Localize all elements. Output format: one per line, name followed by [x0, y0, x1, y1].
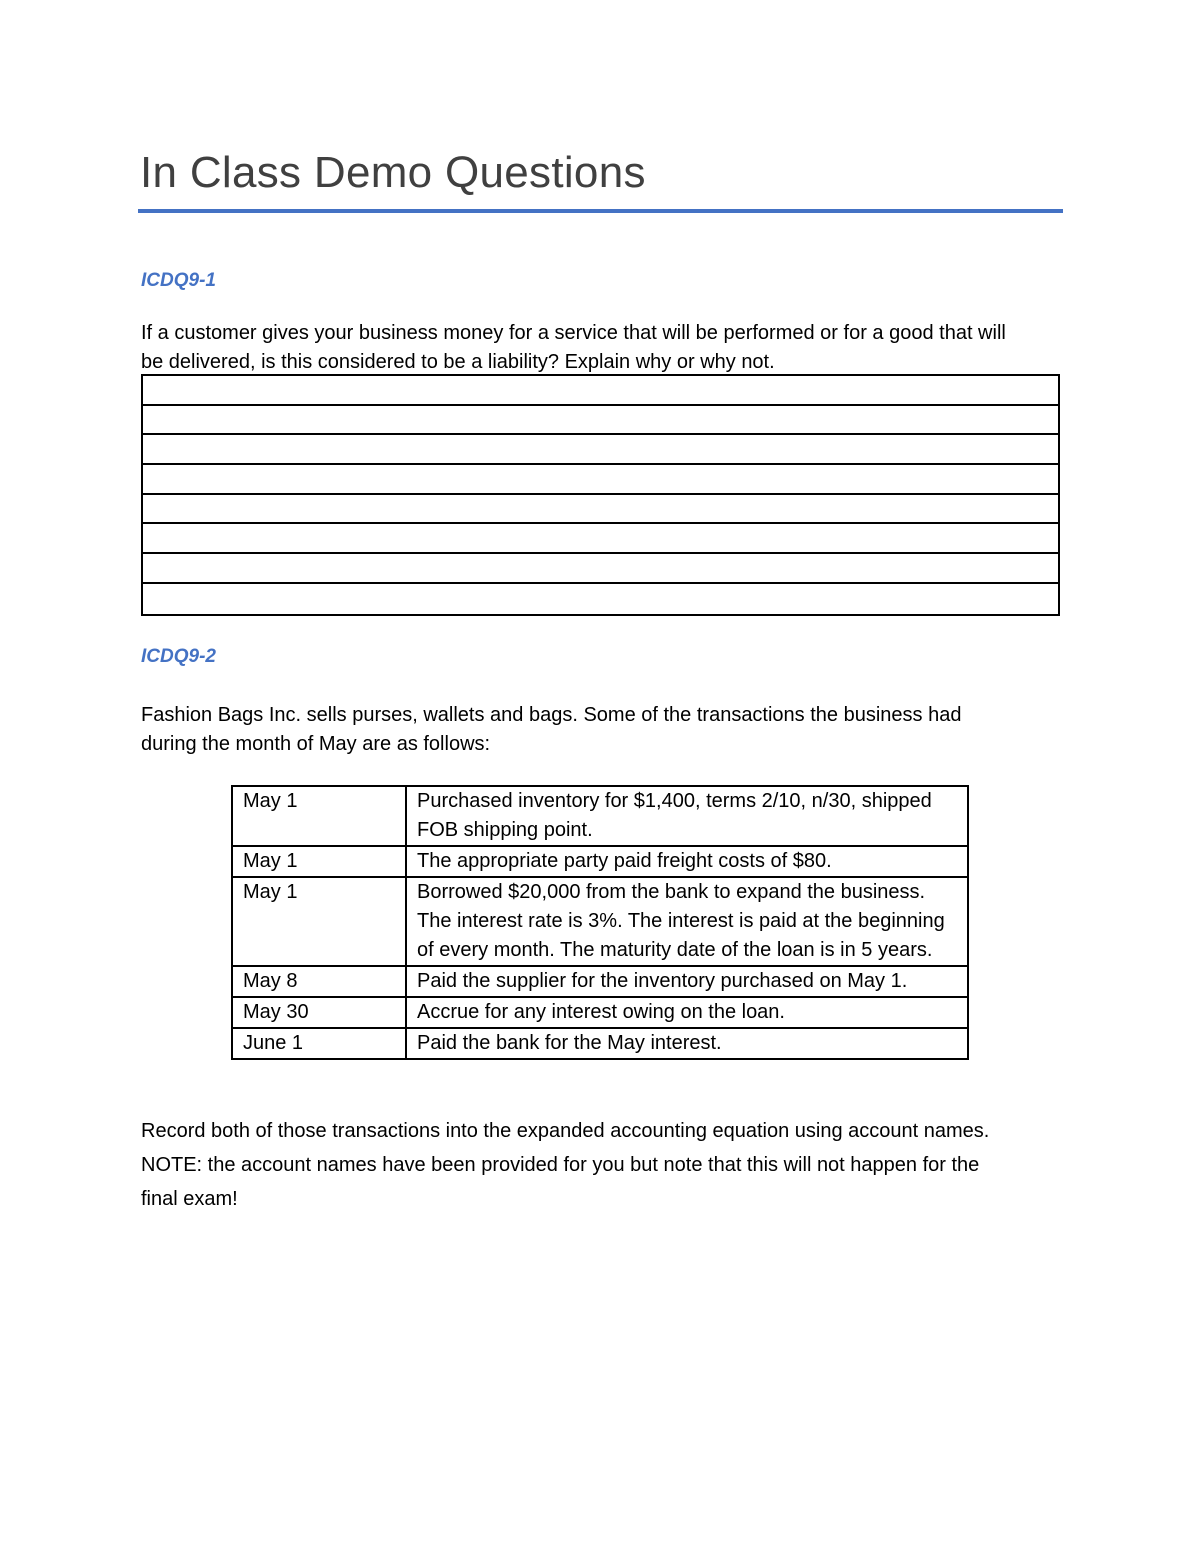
table-row [232, 1028, 968, 1059]
transaction-description: The appropriate party paid freight costs of $80. [406, 846, 968, 877]
transaction-date: May 8 [232, 966, 406, 997]
question-1-text: If a customer gives your business money for a service that will be performed or for a good that will be delivered, is this considered to be a liability? Explain why or why not. [141, 322, 1006, 373]
question-2-intro: Fashion Bags Inc. sells purses, wallets and bags. Some of the transactions the business had during the month of May are as follows: [141, 704, 962, 755]
transaction-date: May 1 [232, 877, 406, 966]
answer-line[interactable] [143, 495, 1058, 525]
question-2-heading: ICDQ9-2 [141, 646, 216, 667]
answer-line[interactable] [143, 465, 1058, 495]
answer-line[interactable] [143, 584, 1058, 614]
transaction-date: May 30 [232, 997, 406, 1028]
table-row [232, 846, 968, 877]
question-1-heading: ICDQ9-1 [141, 270, 216, 291]
transactions-table [231, 785, 969, 1060]
table-row [232, 877, 968, 966]
answer-line[interactable] [143, 524, 1058, 554]
transaction-description: Accrue for any interest owing on the loan. [406, 997, 968, 1028]
transaction-date: May 1 [232, 846, 406, 877]
answer-line[interactable] [143, 376, 1058, 406]
table-row [232, 966, 968, 997]
answer-line[interactable] [143, 406, 1058, 436]
title-rule [138, 209, 1063, 213]
answer-line[interactable] [143, 554, 1058, 584]
transaction-description: Borrowed $20,000 from the bank to expand the business. The interest rate is 3%. The interest is paid at the beginning of every month. The maturity date of the loan is in 5 years. [406, 877, 968, 966]
transaction-description: Paid the bank for the May interest. [406, 1028, 968, 1059]
page-title: In Class Demo Questions [140, 148, 646, 197]
table-row [232, 786, 968, 846]
transaction-description: Paid the supplier for the inventory purchased on May 1. [406, 966, 968, 997]
question-2-instruction: Record both of those transactions into the expanded accounting equation using account names. NOTE: the account names have been provided for you but note that this will not happen for the final exam! [141, 1120, 990, 1210]
table-row [232, 997, 968, 1028]
transaction-date: May 1 [232, 786, 406, 846]
transaction-date: June 1 [232, 1028, 406, 1059]
answer-box[interactable] [141, 374, 1060, 616]
transaction-description: Purchased inventory for $1,400, terms 2/10, n/30, shipped FOB shipping point. [406, 786, 968, 846]
answer-line[interactable] [143, 435, 1058, 465]
